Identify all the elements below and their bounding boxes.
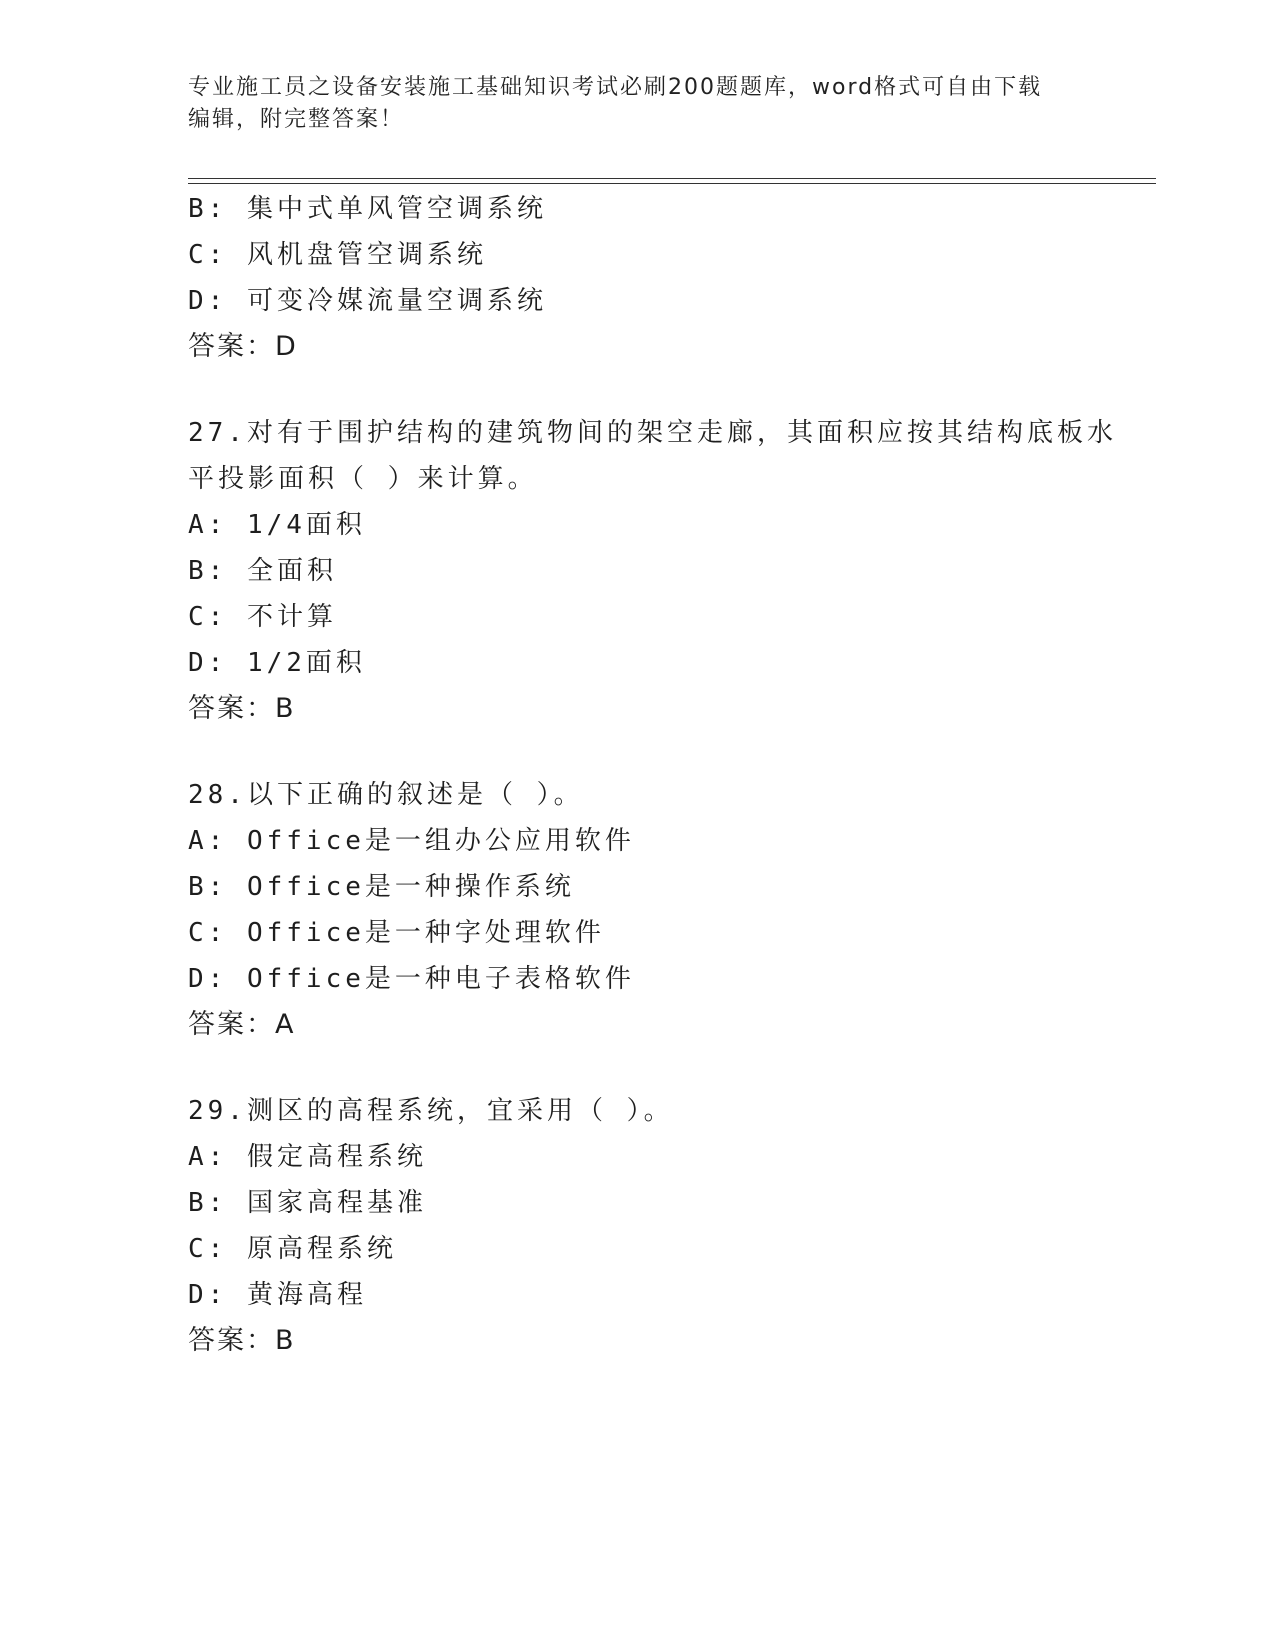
question-stem-line1: 28.以下正确的叙述是（ ）。 bbox=[188, 780, 584, 810]
option-b: B: Office是一种操作系统 bbox=[188, 872, 575, 902]
answer-line: 答案：B bbox=[188, 1325, 296, 1356]
question-stem-line1: 27.对有于围护结构的建筑物间的架空走廊，其面积应按其结构底板水 bbox=[188, 418, 1117, 448]
option-c: C: Office是一种字处理软件 bbox=[188, 918, 605, 948]
document-header bbox=[188, 72, 1088, 136]
option-a: A: 假定高程系统 bbox=[188, 1142, 427, 1172]
answer-line: 答案：D bbox=[188, 331, 298, 362]
option-b: B: 全面积 bbox=[188, 556, 337, 586]
option-c: C: 风机盘管空调系统 bbox=[188, 240, 487, 270]
option-b: B: 国家高程基准 bbox=[188, 1188, 427, 1218]
header-title-line2: 编辑，附完整答案！ bbox=[188, 107, 405, 132]
option-d: D: 可变冷媒流量空调系统 bbox=[188, 286, 547, 316]
spacer bbox=[188, 370, 1148, 410]
spacer bbox=[188, 1048, 1148, 1088]
option-a: A: 1/4面积 bbox=[188, 510, 366, 540]
question-26-tail bbox=[188, 186, 1148, 370]
option-d: D: Office是一种电子表格软件 bbox=[188, 964, 635, 994]
answer-line: 答案：B bbox=[188, 693, 296, 724]
option-c: C: 原高程系统 bbox=[188, 1234, 397, 1264]
question-list bbox=[188, 186, 1148, 1364]
header-divider-bottom bbox=[188, 183, 1156, 184]
header-divider-top bbox=[188, 178, 1156, 179]
question-stem-line2: 平投影面积（ ）来计算。 bbox=[188, 464, 538, 494]
option-d: D: 黄海高程 bbox=[188, 1280, 367, 1310]
answer-line: 答案：A bbox=[188, 1009, 296, 1040]
question-stem-line1: 29.测区的高程系统，宜采用（ ）。 bbox=[188, 1096, 674, 1126]
question-29 bbox=[188, 1088, 1148, 1364]
question-27 bbox=[188, 410, 1148, 732]
option-a: A: Office是一组办公应用软件 bbox=[188, 826, 635, 856]
header-title-line1: 专业施工员之设备安装施工基础知识考试必刷200题题库，word格式可自由下载 bbox=[188, 75, 1043, 100]
option-d: D: 1/2面积 bbox=[188, 648, 366, 678]
option-c: C: 不计算 bbox=[188, 602, 337, 632]
option-b: B: 集中式单风管空调系统 bbox=[188, 194, 547, 224]
question-28 bbox=[188, 772, 1148, 1048]
spacer bbox=[188, 732, 1148, 772]
